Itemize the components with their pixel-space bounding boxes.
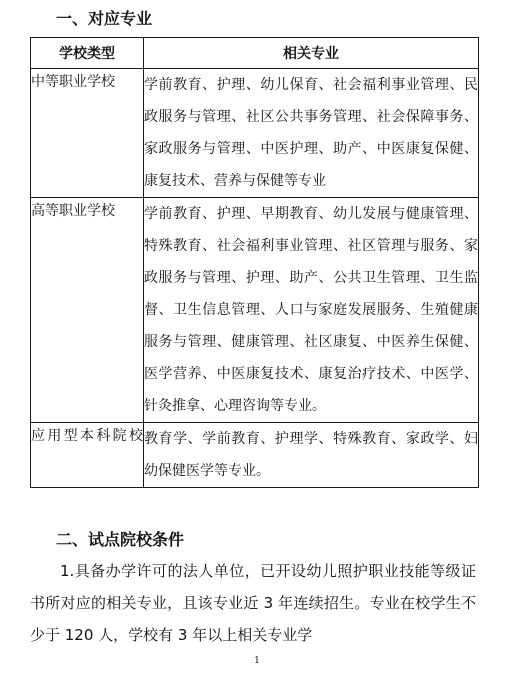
- header-school-type: 学校类型: [31, 38, 144, 69]
- section-heading-majors: 一、对应专业: [56, 9, 153, 28]
- majors-table: [30, 37, 479, 488]
- majors-cell: 学前教育、护理、早期教育、幼儿发展与健康管理、特殊教育、社会福利事业管理、社区管理与服务、家政服务与管理、护理、助产、公共卫生管理、卫生监督、卫生信息管理、人口与家庭发展服务、生殖健康服务与管理、健康管理、社区康复、中医养生保健、医学营养、中医康复技术、康复治疗技术、中医学、针灸推拿、心理咨询等专业。: [144, 198, 479, 423]
- header-related-majors: 相关专业: [144, 38, 479, 69]
- conditions-paragraph: 1.具备办学许可的法人单位，已开设幼儿照护职业技能等级证书所对应的相关专业，且该专业近 3 年连续招生。专业在校学生不少于 120 人，学校有 3 年以上相关专业学: [30, 562, 476, 644]
- school-type-cell: 高等职业学校: [31, 198, 144, 423]
- section-heading-conditions: 二、试点院校条件: [56, 530, 185, 549]
- table-header-row: [31, 38, 479, 69]
- school-type-cell: 应用型本科院校: [31, 423, 144, 488]
- table-row: [31, 69, 479, 198]
- table-row: [31, 423, 479, 488]
- school-type-cell: 中等职业学校: [31, 69, 144, 198]
- table-row: [31, 198, 479, 423]
- page-number: 1: [254, 656, 260, 666]
- majors-cell: 学前教育、护理、幼儿保育、社会福利事业管理、民政服务与管理、社区公共事务管理、社会保障事务、家政服务与管理、中医护理、助产、中医康复保健、康复技术、营养与保健等专业: [144, 69, 479, 198]
- majors-cell: 教育学、学前教育、护理学、特殊教育、家政学、妇幼保健医学等专业。: [144, 423, 479, 488]
